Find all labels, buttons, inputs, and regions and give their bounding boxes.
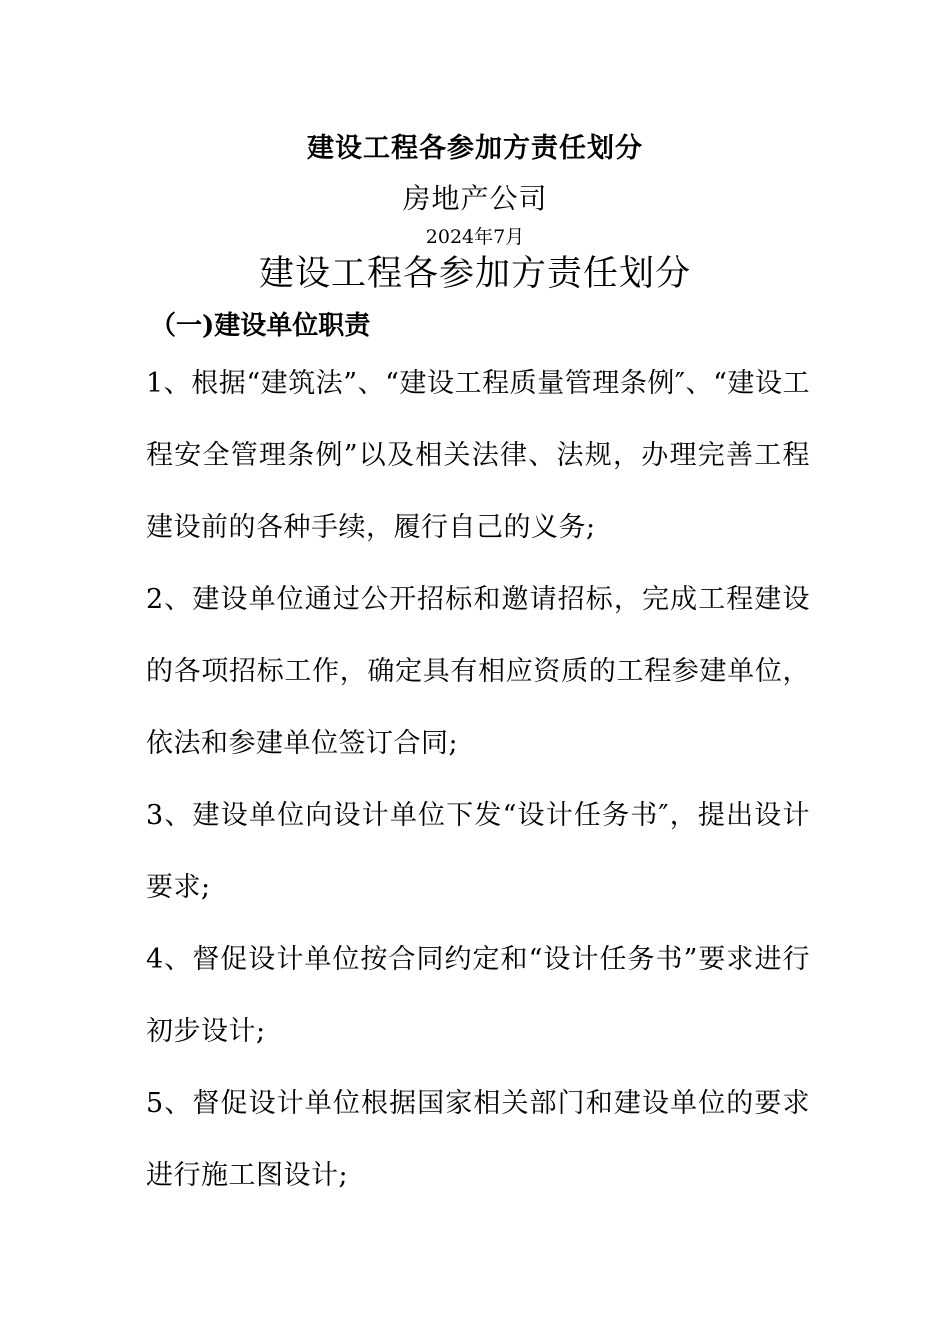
section-heading: （一)建设单位职责 <box>150 311 371 341</box>
paragraph-4: 4、督促设计单位按合同约定和“设计任务书”要求进行初步设计; <box>146 944 810 1047</box>
company-name: 房地产公司 <box>402 182 548 215</box>
paragraph-2: 2、建设单位通过公开招标和邀请招标，完成工程建设的各项招标工作，确定具有相应资质的工程参建单位，依法和参建单位签订合同; <box>146 584 810 759</box>
body-text <box>146 348 810 1212</box>
paragraph-1: 1、根据“建筑法”、“建设工程质量管理条例″、“建设工程安全管理条例”以及相关法律、法规，办理完善工程建设前的各种手续，履行自己的义务; <box>146 368 810 543</box>
document-heading: 建设工程各参加方责任划分 <box>258 254 691 294</box>
document-title: 建设工程各参加方责任划分 <box>307 133 643 164</box>
paragraph-5: 5、督促设计单位根据国家相关部门和建设单位的要求进行施工图设计; <box>146 1088 810 1191</box>
paragraph-3: 3、建设单位向设计单位下发“设计任务书″，提出设计要求; <box>146 800 810 903</box>
document-date: 2024年7月 <box>425 226 525 248</box>
